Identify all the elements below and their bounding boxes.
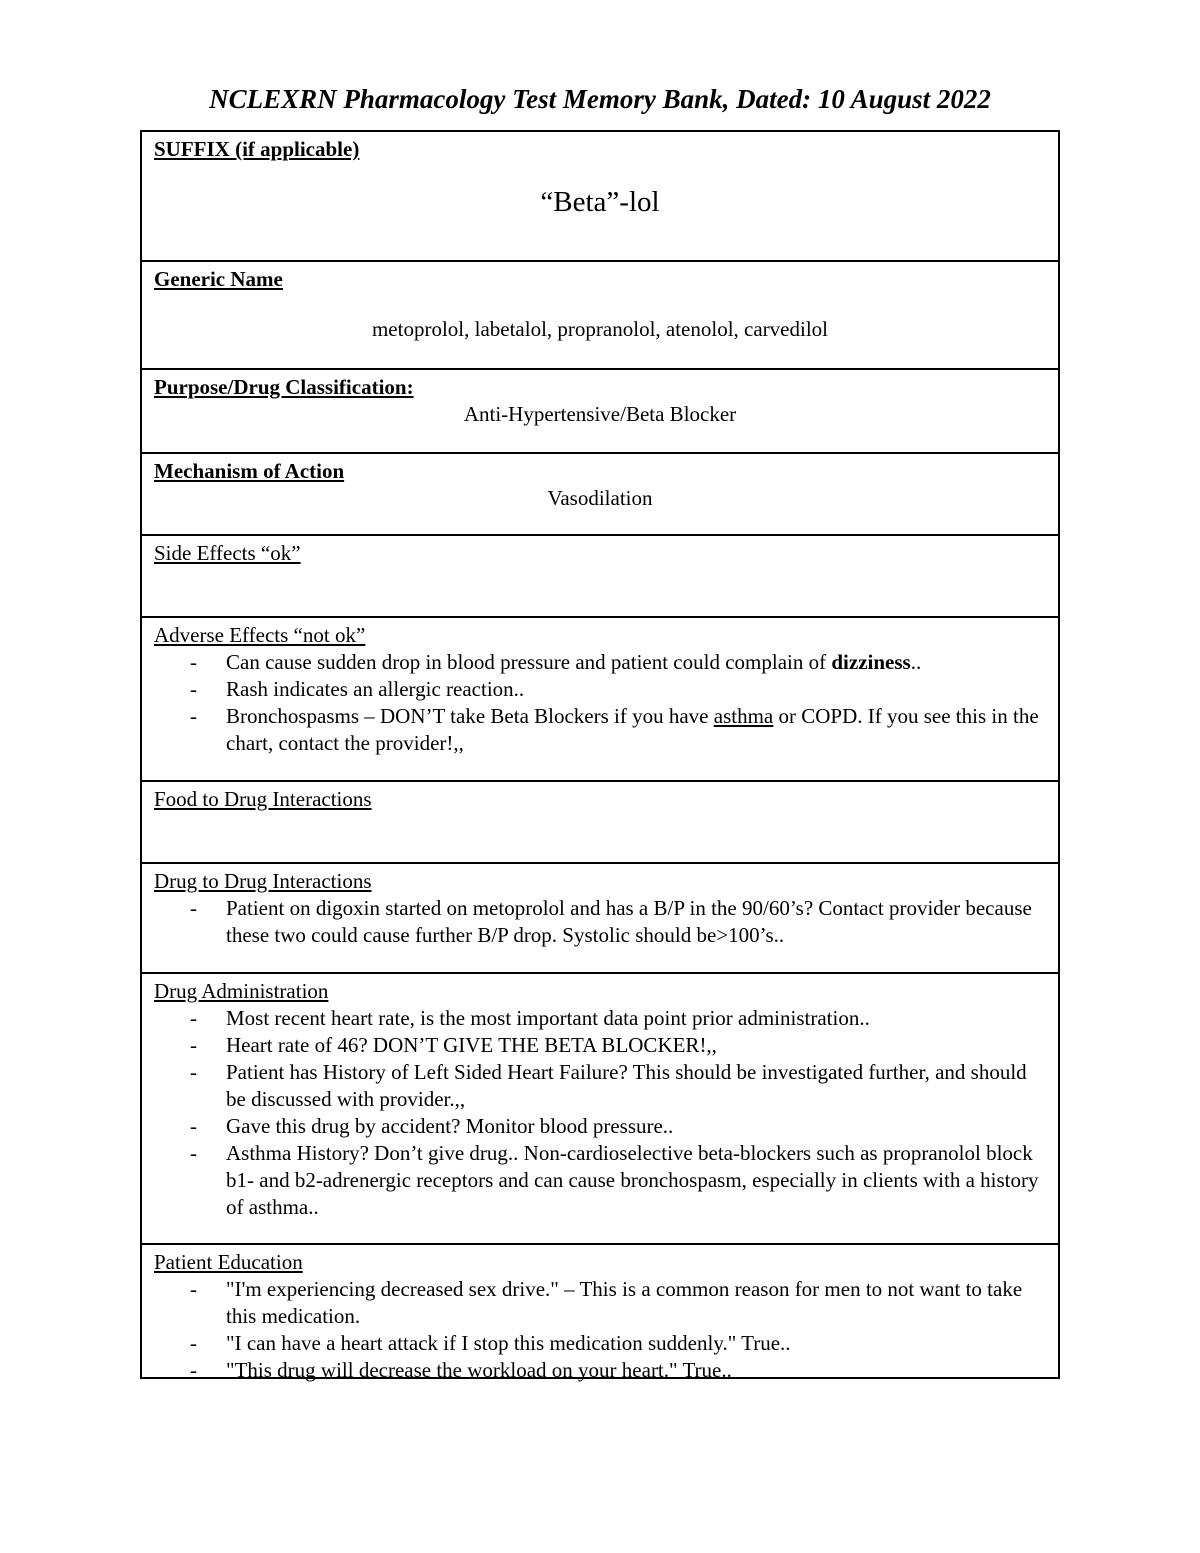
list-item xyxy=(154,703,1046,757)
bullet-dash: - xyxy=(190,1358,197,1382)
section-side-effects xyxy=(142,534,1058,616)
list-item xyxy=(154,1005,1046,1032)
section-adverse-effects xyxy=(142,616,1058,780)
adverse-effects-heading: Adverse Effects “not ok” xyxy=(154,623,366,647)
list-item-text: Can cause sudden drop in blood pressure and patient could complain of xyxy=(226,650,832,674)
section-suffix xyxy=(142,132,1058,260)
food-drug-heading: Food to Drug Interactions xyxy=(154,787,372,811)
list-item-text: Heart rate of 46? DON’T GIVE THE BETA BLOCKER!,, xyxy=(226,1033,717,1057)
list-item xyxy=(154,1357,1046,1384)
section-generic-name xyxy=(142,260,1058,368)
bullet-dash: - xyxy=(190,1331,197,1355)
list-item xyxy=(154,649,1046,676)
bullet-dash: - xyxy=(190,896,197,920)
list-item-text: Gave this drug by accident? Monitor blood pressure.. xyxy=(226,1114,674,1138)
administration-heading: Drug Administration xyxy=(154,979,329,1003)
list-item-text: or COPD. If you see this in the chart, contact the provider!,, xyxy=(226,704,1039,755)
bullet-dash: - xyxy=(190,677,197,701)
section-mechanism xyxy=(142,452,1058,534)
bullet-dash: - xyxy=(190,704,197,728)
administration-list xyxy=(154,1005,1046,1221)
purpose-heading: Purpose/Drug Classification: xyxy=(154,375,414,399)
education-list xyxy=(154,1276,1046,1384)
section-food-drug-interactions xyxy=(142,780,1058,862)
list-item-text: Most recent heart rate, is the most important data point prior administration.. xyxy=(226,1006,870,1030)
suffix-heading: SUFFIX (if applicable) xyxy=(154,137,360,161)
section-patient-education xyxy=(142,1243,1058,1382)
drug-drug-heading: Drug to Drug Interactions xyxy=(154,869,372,893)
list-item-underlined-text: asthma xyxy=(713,704,774,728)
bullet-dash: - xyxy=(190,650,197,674)
bullet-dash: - xyxy=(190,1033,197,1057)
side-effects-heading: Side Effects “ok” xyxy=(154,541,301,565)
section-drug-drug-interactions xyxy=(142,862,1058,972)
drug-drug-list xyxy=(154,895,1046,949)
generic-name-value: metoprolol, labetalol, propranolol, atenolol, carvedilol xyxy=(371,317,829,341)
list-item-text: Patient on digoxin started on metoprolol and has a B/P in the 90/60’s? Contact provider because these two could cause further B/P drop. Systolic should be>100’s.. xyxy=(226,896,1032,947)
drug-card-table xyxy=(140,130,1060,1382)
list-item xyxy=(154,1113,1046,1140)
bullet-dash: - xyxy=(190,1114,197,1138)
list-item xyxy=(154,1032,1046,1059)
list-item-bold-text: dizziness xyxy=(831,650,911,674)
list-item-text: "I can have a heart attack if I stop this medication suddenly." True.. xyxy=(226,1331,791,1355)
list-item-text: .. xyxy=(910,650,922,674)
list-item-text: Rash indicates an allergic reaction.. xyxy=(226,677,525,701)
section-drug-administration xyxy=(142,972,1058,1243)
list-item-text: Bronchospasms – DON’T take Beta Blockers if you have xyxy=(226,704,714,728)
list-item xyxy=(154,676,1046,703)
bullet-dash: - xyxy=(190,1141,197,1165)
bullet-dash: - xyxy=(190,1060,197,1084)
list-item xyxy=(154,1140,1046,1221)
adverse-effects-list xyxy=(154,649,1046,757)
list-item-text: Asthma History? Don’t give drug.. Non-cardioselective beta-blockers such as propranolol block b1- and b2-adrenergic receptors and can cause bronchospasm, especially in clients with a history of asthma.. xyxy=(226,1141,1039,1219)
mechanism-value: Vasodilation xyxy=(547,486,653,510)
education-heading: Patient Education xyxy=(154,1250,303,1274)
generic-name-heading: Generic Name xyxy=(154,267,283,291)
list-item-text: "This drug will decrease the workload on your heart." True.. xyxy=(226,1358,732,1382)
list-item xyxy=(154,1059,1046,1113)
list-item xyxy=(154,1276,1046,1330)
mechanism-heading: Mechanism of Action xyxy=(154,459,345,483)
purpose-value: Anti-Hypertensive/Beta Blocker xyxy=(463,402,737,426)
bullet-dash: - xyxy=(190,1277,197,1301)
section-purpose xyxy=(142,368,1058,452)
list-item-text: "I'm experiencing decreased sex drive." – This is a common reason for men to not want to take this medication. xyxy=(226,1277,1023,1328)
list-item xyxy=(154,895,1046,949)
document-title: NCLEXRN Pharmacology Test Memory Bank, Dated: 10 August 2022 xyxy=(209,84,991,114)
list-item xyxy=(154,1330,1046,1357)
list-item-text: Patient has History of Left Sided Heart Failure? This should be investigated further, and should be discussed with provider.,, xyxy=(226,1060,1027,1111)
suffix-value: “Beta”-lol xyxy=(540,186,660,218)
bullet-dash: - xyxy=(190,1006,197,1030)
